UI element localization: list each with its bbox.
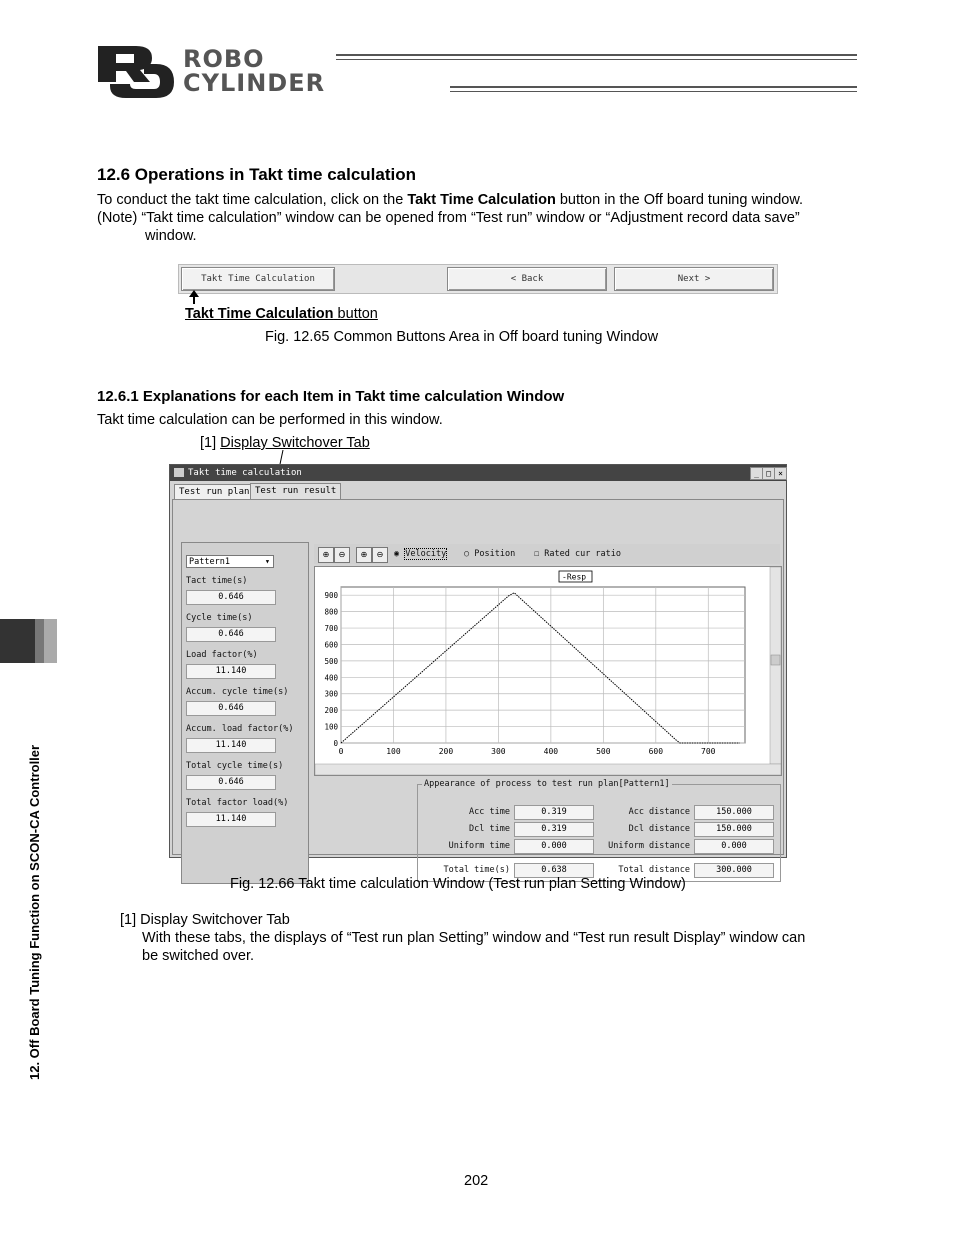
field-label: Accum. load factor(%) <box>186 724 294 734</box>
section-title: 12.6 Operations in Takt time calculation <box>97 165 416 184</box>
y-tick-label: 800 <box>324 607 338 617</box>
logo-wordmark: ROBO CYLINDER <box>183 45 326 97</box>
header-rule-bottom <box>450 86 857 88</box>
x-tick-label: 600 <box>648 747 664 756</box>
result-fields-panel <box>181 542 309 884</box>
x-tick-label: 200 <box>438 747 454 756</box>
field-label: Load factor(%) <box>186 650 258 660</box>
maximize-icon[interactable]: □ <box>762 467 775 480</box>
rc-logo-icon <box>96 42 176 100</box>
total-cycle-time-field: 0.646 <box>186 775 276 790</box>
process-group <box>417 779 781 882</box>
fig65-callout: Takt Time Calculation button <box>185 306 378 322</box>
x-tick-label: 100 <box>386 747 401 756</box>
velocity-radio[interactable]: ◉ Velocity <box>394 549 447 559</box>
uniform-distance-label: Uniform distance <box>608 841 690 851</box>
y-tick-label: 300 <box>324 689 338 699</box>
field-label: Cycle time(s) <box>186 613 253 623</box>
header-rule-top-thin <box>336 59 857 60</box>
uniform-time-field: 0.000 <box>514 839 594 854</box>
tab-test-run-plan[interactable]: Test run plan <box>174 484 254 500</box>
acc-distance-label: Acc distance <box>628 807 690 817</box>
item-description-cont: be switched over. <box>142 948 255 964</box>
accum-cycle-time-field: 0.646 <box>186 701 276 716</box>
horizontal-scrollbar <box>315 764 781 775</box>
subsection-title: 12.6.1 Explanations for each Item in Takt time calculation Window <box>97 388 565 405</box>
process-group-title: Appearance of process to test run plan[Pattern1] <box>424 779 670 789</box>
window-titlebar: Takt time calculation _ □ × <box>170 465 786 481</box>
y-tick-label: 0 <box>333 739 338 748</box>
position-radio[interactable]: ○ Position <box>464 549 516 559</box>
item-description: With these tabs, the displays of “Test run plan Setting” window and “Test run result Display” window can <box>142 930 806 946</box>
acc-distance-field: 150.000 <box>694 805 774 820</box>
vertical-scrollbar <box>770 567 781 764</box>
field-label: Tact time(s) <box>186 576 248 586</box>
takt-time-calculation-button[interactable]: Takt Time Calculation <box>181 267 335 291</box>
close-icon[interactable]: × <box>774 467 787 480</box>
side-chapter-label: 12. Off Board Tuning Function on SCON-CA Controller <box>27 744 42 1080</box>
header-rule-bottom-thin <box>450 91 857 92</box>
tab-test-run-result[interactable]: Test run result <box>250 483 341 499</box>
chapter-tab-mid <box>35 619 44 663</box>
next-button[interactable]: Next > <box>614 267 774 291</box>
y-tick-label: 100 <box>324 722 338 732</box>
dcl-distance-field: 150.000 <box>694 822 774 837</box>
tact-time-field: 0.646 <box>186 590 276 605</box>
zoom-in-y-icon[interactable]: ⊕ <box>356 547 372 563</box>
chevron-down-icon: ▾ <box>264 557 270 567</box>
tab-content <box>172 499 784 875</box>
page-number: 202 <box>464 1173 489 1189</box>
y-tick-label: 500 <box>324 656 338 666</box>
y-tick-label: 200 <box>324 706 338 716</box>
zoom-in-x-icon[interactable]: ⊕ <box>318 547 334 563</box>
y-tick-label: 700 <box>324 624 338 634</box>
fig65-caption: Fig. 12.65 Common Buttons Area in Off board tuning Window <box>265 329 659 345</box>
plot-area <box>341 587 745 743</box>
chapter-tab-light <box>44 619 57 663</box>
y-tick-label: 600 <box>324 640 338 650</box>
legend-label: -Resp <box>562 572 587 582</box>
header-rule-top <box>336 54 857 56</box>
chart-svg <box>315 567 781 775</box>
x-tick-label: 400 <box>543 747 559 756</box>
item-title: [1] Display Switchover Tab <box>120 912 290 928</box>
rated-cur-ratio-checkbox[interactable]: ☐ Rated cur ratio <box>534 549 622 559</box>
minimize-icon[interactable]: _ <box>750 467 763 480</box>
x-tick-label: 0 <box>338 747 344 756</box>
scrollbar-thumb <box>771 655 780 665</box>
uniform-distance-field: 0.000 <box>694 839 774 854</box>
total-time-field: 0.638 <box>514 863 594 878</box>
fig66-caption: Fig. 12.66 Takt time calculation Window (Test run plan Setting Window) <box>230 876 686 892</box>
total-factor-load-field: 11.140 <box>186 812 276 827</box>
section-intro: To conduct the takt time calculation, click on the Takt Time Calculation button in the Off board tuning window. <box>97 192 804 208</box>
app-icon <box>174 468 184 477</box>
pattern-select[interactable]: Pattern1 ▾ <box>186 555 274 568</box>
field-label: Accum. cycle time(s) <box>186 687 289 697</box>
dcl-time-label: Dcl time <box>469 824 510 834</box>
section-note-cont: window. <box>145 228 197 244</box>
x-tick-label: 700 <box>701 747 716 756</box>
accum-load-factor-field: 11.140 <box>186 738 276 753</box>
y-tick-label: 400 <box>324 673 338 683</box>
dcl-time-field: 0.319 <box>514 822 594 837</box>
common-buttons-area <box>178 264 778 294</box>
acc-time-field: 0.319 <box>514 805 594 820</box>
back-button[interactable]: < Back <box>447 267 607 291</box>
dcl-distance-label: Dcl distance <box>628 824 690 834</box>
section-note: (Note) “Takt time calculation” window can be opened from “Test run” window or “Adjustment record data save” <box>97 210 800 226</box>
zoom-out-y-icon[interactable]: ⊖ <box>372 547 388 563</box>
cycle-time-field: 0.646 <box>186 627 276 642</box>
field-label: Total factor load(%) <box>186 798 289 808</box>
arrow-up-icon <box>188 290 200 304</box>
x-tick-label: 300 <box>491 747 506 756</box>
field-label: Total cycle time(s) <box>186 761 284 771</box>
total-time-label: Total time(s) <box>443 865 510 875</box>
load-factor-field: 11.140 <box>186 664 276 679</box>
subsection-intro: Takt time calculation can be performed in this window. <box>97 412 443 428</box>
x-tick-label: 500 <box>596 747 611 756</box>
velocity-chart <box>314 566 782 776</box>
chapter-tab-dark <box>0 619 35 663</box>
acc-time-label: Acc time <box>469 807 510 817</box>
chart-toolbar <box>314 544 780 564</box>
zoom-out-x-icon[interactable]: ⊖ <box>334 547 350 563</box>
tab-callout: [1] Display Switchover Tab <box>200 435 370 451</box>
total-distance-field: 300.000 <box>694 863 774 878</box>
takt-time-window <box>169 464 787 875</box>
uniform-time-label: Uniform time <box>448 841 510 851</box>
total-distance-label: Total distance <box>618 865 690 875</box>
y-tick-label: 900 <box>324 591 338 601</box>
